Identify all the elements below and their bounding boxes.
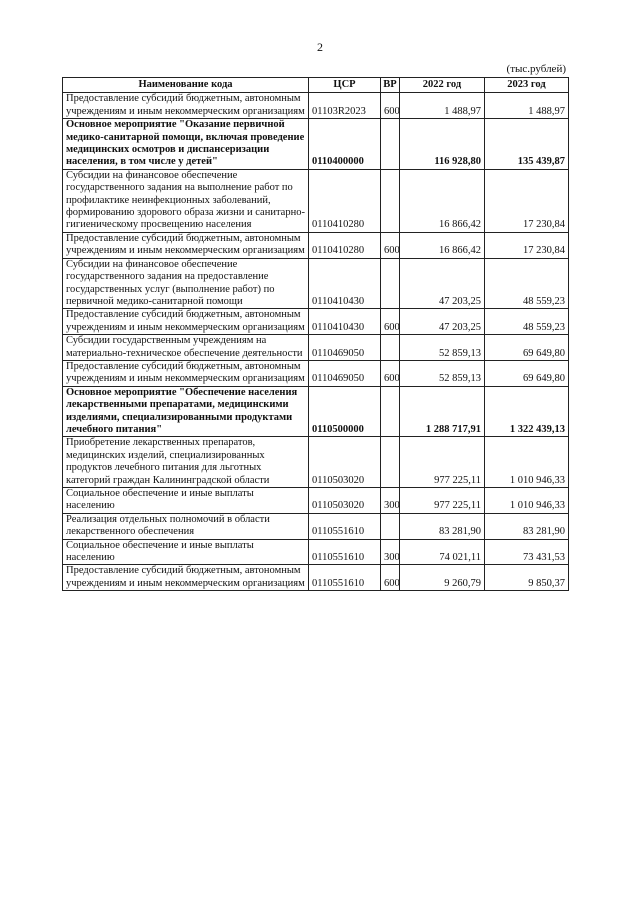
row-2023-cell: 135 439,87: [485, 119, 569, 170]
units-label: (тыс.рублей): [506, 63, 566, 75]
row-name-cell: Социальное обеспечение и иные выплаты населению: [63, 488, 309, 514]
table-row: [63, 119, 569, 170]
budget-table: [62, 77, 569, 591]
row-vr-cell: 600: [381, 93, 400, 119]
row-vr-cell: 600: [381, 360, 400, 386]
row-csr-cell: 0110503020: [309, 437, 381, 488]
row-name-cell: Основное мероприятие "Оказание первичной медико-санитарной помощи, включая проведение медицинских осмотров и диспансеризации населения, в том числе у детей": [63, 119, 309, 170]
row-2022-cell: 16 866,42: [400, 232, 485, 258]
row-vr-cell: [381, 437, 400, 488]
row-2023-cell: 83 281,90: [485, 513, 569, 539]
row-2022-cell: 977 225,11: [400, 437, 485, 488]
row-csr-cell: 0110410430: [309, 258, 381, 309]
row-2023-cell: 1 010 946,33: [485, 488, 569, 514]
row-name-cell: Предоставление субсидий бюджетным, автономным учреждениям и иным некоммерческим организациям: [63, 309, 309, 335]
row-2023-cell: 73 431,53: [485, 539, 569, 565]
row-vr-cell: 600: [381, 565, 400, 591]
row-2022-cell: 47 203,25: [400, 309, 485, 335]
table-row: [63, 539, 569, 565]
row-name-cell: Приобретение лекарственных препаратов, медицинских изделий, специализированных продуктов лечебного питания для льготных категорий граждан Калининградской области: [63, 437, 309, 488]
header-vr: ВР: [381, 78, 400, 93]
row-vr-cell: [381, 119, 400, 170]
table-row: [63, 386, 569, 437]
row-name-cell: Социальное обеспечение и иные выплаты населению: [63, 539, 309, 565]
table-header-row: [63, 78, 569, 93]
row-name-cell: Основное мероприятие "Обеспечение населения лекарственными препаратами, медицинскими изделиями, специализированными продуктами лечебного питания": [63, 386, 309, 437]
table-row: [63, 437, 569, 488]
table-row: [63, 360, 569, 386]
row-2022-cell: 1 488,97: [400, 93, 485, 119]
table-row: [63, 513, 569, 539]
table-row: [63, 565, 569, 591]
row-vr-cell: [381, 513, 400, 539]
row-vr-cell: 300: [381, 488, 400, 514]
row-name-cell: Реализация отдельных полномочий в области лекарственного обеспечения: [63, 513, 309, 539]
row-2022-cell: 83 281,90: [400, 513, 485, 539]
table-row: [63, 93, 569, 119]
header-2023: 2023 год: [485, 78, 569, 93]
row-2022-cell: 16 866,42: [400, 169, 485, 232]
row-vr-cell: 600: [381, 309, 400, 335]
row-vr-cell: [381, 258, 400, 309]
row-csr-cell: 0110410280: [309, 169, 381, 232]
row-2022-cell: 74 021,11: [400, 539, 485, 565]
row-2023-cell: 17 230,84: [485, 169, 569, 232]
row-csr-cell: 0110500000: [309, 386, 381, 437]
row-2023-cell: 9 850,37: [485, 565, 569, 591]
table-row: [63, 335, 569, 361]
table-body: [63, 93, 569, 591]
row-name-cell: Субсидии государственным учреждениям на материально-техническое обеспечение деятельности: [63, 335, 309, 361]
table-row: [63, 488, 569, 514]
table-row: [63, 232, 569, 258]
header-2022: 2022 год: [400, 78, 485, 93]
row-csr-cell: 0110551610: [309, 565, 381, 591]
row-2023-cell: 69 649,80: [485, 335, 569, 361]
header-csr: ЦСР: [309, 78, 381, 93]
row-2022-cell: 1 288 717,91: [400, 386, 485, 437]
row-vr-cell: [381, 386, 400, 437]
row-2022-cell: 47 203,25: [400, 258, 485, 309]
row-2023-cell: 1 010 946,33: [485, 437, 569, 488]
row-2022-cell: 116 928,80: [400, 119, 485, 170]
row-vr-cell: 300: [381, 539, 400, 565]
row-vr-cell: [381, 335, 400, 361]
row-vr-cell: 600: [381, 232, 400, 258]
row-name-cell: Предоставление субсидий бюджетным, автономным учреждениям и иным некоммерческим организациям: [63, 565, 309, 591]
row-2023-cell: 1 488,97: [485, 93, 569, 119]
row-name-cell: Предоставление субсидий бюджетным, автономным учреждениям и иным некоммерческим организациям: [63, 232, 309, 258]
row-2022-cell: 52 859,13: [400, 335, 485, 361]
row-csr-cell: 0110469050: [309, 360, 381, 386]
row-2022-cell: 977 225,11: [400, 488, 485, 514]
page-number: 2: [317, 40, 323, 54]
row-2023-cell: 17 230,84: [485, 232, 569, 258]
row-2022-cell: 9 260,79: [400, 565, 485, 591]
row-vr-cell: [381, 169, 400, 232]
row-csr-cell: 01103R2023: [309, 93, 381, 119]
row-csr-cell: 0110551610: [309, 539, 381, 565]
row-name-cell: Предоставление субсидий бюджетным, автономным учреждениям и иным некоммерческим организациям: [63, 360, 309, 386]
row-csr-cell: 0110469050: [309, 335, 381, 361]
row-name-cell: Субсидии на финансовое обеспечение государственного задания на выполнение работ по профилактике неинфекционных заболеваний, формированию здорового образа жизни и санитарно-гигиеническому просвещению населения: [63, 169, 309, 232]
row-csr-cell: 0110400000: [309, 119, 381, 170]
table-row: [63, 169, 569, 232]
row-name-cell: Субсидии на финансовое обеспечение государственного задания на предоставление государственных услуг (выполнение работ) по первичной медико-санитарной помощи: [63, 258, 309, 309]
table-row: [63, 258, 569, 309]
row-2023-cell: 1 322 439,13: [485, 386, 569, 437]
row-2023-cell: 48 559,23: [485, 309, 569, 335]
row-2022-cell: 52 859,13: [400, 360, 485, 386]
row-csr-cell: 0110503020: [309, 488, 381, 514]
row-name-cell: Предоставление субсидий бюджетным, автономным учреждениям и иным некоммерческим организациям: [63, 93, 309, 119]
table-row: [63, 309, 569, 335]
header-name: Наименование кода: [63, 78, 309, 93]
row-csr-cell: 0110410280: [309, 232, 381, 258]
row-2023-cell: 69 649,80: [485, 360, 569, 386]
row-csr-cell: 0110410430: [309, 309, 381, 335]
row-csr-cell: 0110551610: [309, 513, 381, 539]
row-2023-cell: 48 559,23: [485, 258, 569, 309]
